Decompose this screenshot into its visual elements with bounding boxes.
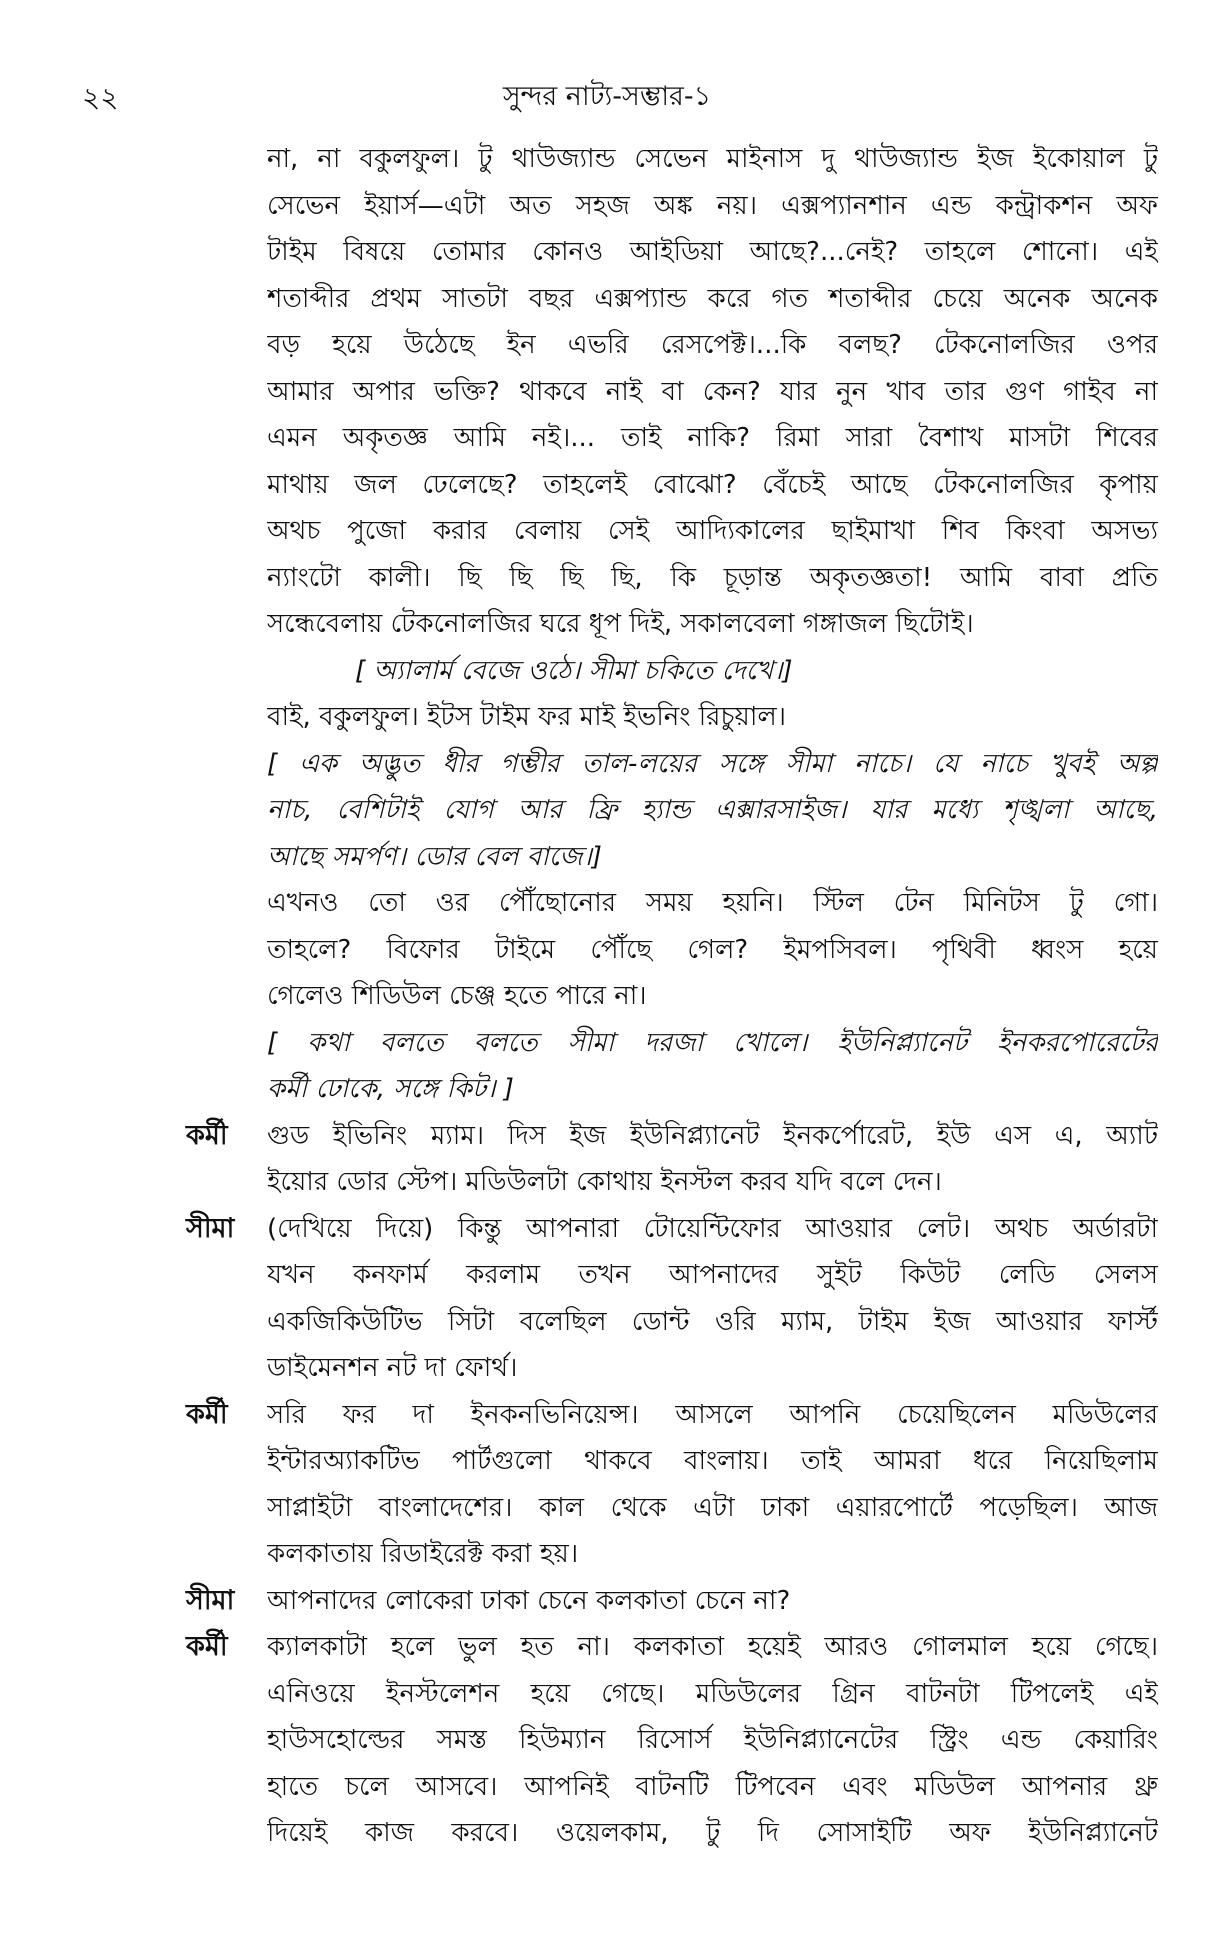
text-line (0, 787, 1214, 834)
text-line (0, 1159, 1214, 1206)
dialogue-text: সরি ফর দা ইনকনভিনিয়েন্স। আসলে আপনি চেয়েছিলেন মডিউলের (267, 1399, 1158, 1430)
stage-direction: [ অ্যালার্ম বেজে ওঠে। সীমা চকিতে দেখে।] (355, 655, 793, 686)
text-line (0, 322, 1214, 369)
running-head: সুন্দর নাট্য-সম্ভার-১ (502, 81, 712, 112)
text-line (0, 136, 1214, 183)
text-line (0, 1299, 1214, 1346)
dialogue-text: আমার অপার ভক্তি? থাকবে নাই বা কেন? যার নুন খাব তার গুণ গাইব না (267, 376, 1158, 407)
text-line (0, 1113, 1214, 1160)
dialogue-text: সন্ধেবেলায় টেকনোলজির ঘরে ধূপ দিই, সকালবেলা গঙ্গাজল ছিটোই। (267, 609, 974, 639)
dialogue-text: আপনাদের লোকেরা ঢাকা চেনে কলকাতা চেনে না? (267, 1585, 791, 1616)
stage-direction: কর্মী ঢোকে, সঙ্গে কিট। ] (267, 1074, 514, 1104)
text-line (0, 1717, 1214, 1764)
dialogue-text: ন্যাংটো কালী। ছি ছি ছি ছি, কি চূড়ান্ত অকৃতজ্ঞতা! আমি বাবা প্রতি (267, 562, 1158, 593)
text-line (0, 648, 1214, 695)
text-line (0, 973, 1214, 1020)
speaker-label: কর্মী (186, 1119, 228, 1151)
text-line (0, 1764, 1214, 1811)
text-line (0, 508, 1214, 555)
speaker-label: সীমা (186, 1584, 235, 1616)
text-line (0, 276, 1214, 323)
dialogue-text: অথচ পুজো করার বেলায় সেই আদ্যিকালের ছাইমাখা শিব কিংবা অসভ্য (267, 516, 1158, 546)
text-line (0, 415, 1214, 462)
dialogue-text: হাতে চলে আসবে। আপনিই বাটনটি টিপবেন এবং মডিউল আপনার থ্রু (267, 1771, 1158, 1802)
dialogue-text: যখন কনফার্ম করলাম তখন আপনাদের সুইট কিউট লেডি সেলস (267, 1260, 1158, 1290)
text-line (0, 834, 1214, 881)
dialogue-text: ডাইমেনশন নট দা ফোর্থ। (267, 1353, 518, 1383)
dialogue-text: হাউসহোল্ডের সমস্ত হিউম্যান রিসোর্স ইউনিপ্ল্যানেটের স্ট্রিং এন্ড কেয়ারিং (267, 1725, 1158, 1755)
dialogue-text: এনিওয়ে ইনস্টলেশন হয়ে গেছে। মডিউলের গ্রিন বাটনটা টিপলেই এই (267, 1678, 1158, 1709)
stage-direction: আছে সমর্পণ। ডোর বেল বাজে।] (267, 841, 602, 872)
text-line (0, 369, 1214, 416)
text-line (0, 1810, 1214, 1857)
dialogue-text: (দেখিয়ে দিয়ে) কিন্তু আপনারা টোয়েন্টিফোর আওয়ার লেট। অথচ অর্ডারটা (267, 1213, 1158, 1244)
text-line (0, 694, 1214, 741)
dialogue-text: এমন অকৃতজ্ঞ আমি নই।... তাই নাকি? রিমা সারা বৈশাখ মাসটা শিবের (267, 423, 1158, 453)
text-line (0, 462, 1214, 509)
play-text (0, 136, 1214, 1857)
dialogue-text: গুড ইভিনিং ম্যাম। দিস ইজ ইউনিপ্ল্যানেট ইনকর্পোরেট, ইউ এস এ, অ্যাট (267, 1120, 1158, 1151)
dialogue-text: মাথায় জল ঢেলেছে? তাহলেই বোঝো? বেঁচেই আছে টেকনোলজির কৃপায় (267, 469, 1158, 500)
dialogue-text: বাই, বকুলফুল। ইটস টাইম ফর মাই ইভনিং রিচুয়াল। (267, 702, 787, 732)
text-line (0, 1252, 1214, 1299)
text-line (0, 1578, 1214, 1625)
text-line (0, 555, 1214, 602)
dialogue-text: কলকাতায় রিডাইরেক্ট করা হয়। (267, 1539, 579, 1569)
text-line (0, 1671, 1214, 1718)
dialogue-text: না, না বকুলফুল। টু থাউজ্যান্ড সেভেন মাইনাস দু থাউজ্যান্ড ইজ ইকোয়াল টু (267, 144, 1158, 174)
dialogue-text: টাইম বিষয়ে তোমার কোনও আইডিয়া আছে?...নেই? তাহলে শোনো। এই (267, 237, 1158, 267)
text-line (0, 601, 1214, 648)
stage-direction: [ কথা বলতে বলতে সীমা দরজা খোলে। ইউনিপ্ল্যানেট ইনকরপোরেটের (267, 1027, 1158, 1058)
dialogue-text: গেলেও শিডিউল চেঞ্জ হতে পারে না। (267, 981, 647, 1011)
dialogue-text: দিয়েই কাজ করবে। ওয়েলকাম, টু দি সোসাইটি অফ ইউনিপ্ল্যানেট (267, 1818, 1158, 1848)
text-line (0, 880, 1214, 927)
text-line (0, 1066, 1214, 1113)
dialogue-text: বড় হয়ে উঠেছে ইন এভরি রেসপেক্ট।...কি বলছ? টেকনোলজির ওপর (267, 330, 1158, 360)
text-line (0, 1206, 1214, 1253)
text-line (0, 1392, 1214, 1439)
text-line (0, 1624, 1214, 1671)
speaker-label: সীমা (186, 1212, 235, 1244)
stage-direction: [ এক অদ্ভুত ধীর গম্ভীর তাল-লয়ের সঙ্গে সীমা নাচে। যে নাচে খুবই অল্প (267, 748, 1158, 779)
stage-direction: নাচ, বেশিটাই যোগ আর ফ্রি হ্যান্ড এক্সারসাইজ। যার মধ্যে শৃঙ্খলা আছে, (267, 795, 1158, 825)
text-line (0, 1485, 1214, 1532)
text-line (0, 183, 1214, 230)
speaker-label: কর্মী (186, 1631, 228, 1662)
dialogue-text: ক্যালকাটা হলে ভুল হত না। কলকাতা হয়েই আরও গোলমাল হয়ে গেছে। (267, 1632, 1158, 1662)
speaker-label: কর্মী (186, 1398, 228, 1430)
text-line (0, 927, 1214, 974)
dialogue-text: ইন্টারঅ্যাকটিভ পার্টগুলো থাকবে বাংলায়। তাই আমরা ধরে নিয়েছিলাম (267, 1446, 1158, 1476)
text-line (0, 1020, 1214, 1067)
dialogue-text: ইয়োর ডোর স্টেপ। মডিউলটা কোথায় ইনস্টল করব যদি বলে দেন। (267, 1167, 942, 1197)
dialogue-text: শতাব্দীর প্রথম সাতটা বছর এক্সপ্যান্ড করে গত শতাব্দীর চেয়ে অনেক অনেক (267, 283, 1158, 314)
text-line (0, 1438, 1214, 1485)
dialogue-text: একজিকিউটিভ সিটা বলেছিল ডোন্ট ওরি ম্যাম, টাইম ইজ আওয়ার ফার্স্ট (267, 1306, 1158, 1337)
dialogue-text: সাপ্লাইটা বাংলাদেশের। কাল থেকে এটা ঢাকা এয়ারপোর্টে পড়েছিল। আজ (267, 1492, 1158, 1523)
dialogue-text: সেভেন ইয়ার্স—এটা অত সহজ অঙ্ক নয়। এক্সপ্যানশান এন্ড কন্ট্রাকশন অফ (267, 190, 1158, 221)
page-number: ২২ (82, 81, 119, 114)
text-line (0, 229, 1214, 276)
dialogue-text: তাহলে? বিফোর টাইমে পৌঁছে গেল? ইমপসিবল। পৃথিবী ধ্বংস হয়ে (267, 934, 1158, 965)
dialogue-text: এখনও তো ওর পৌঁছোনোর সময় হয়নি। স্টিল টেন মিনিটস টু গো। (267, 888, 1158, 918)
text-line (0, 1345, 1214, 1392)
text-line (0, 741, 1214, 788)
text-line (0, 1531, 1214, 1578)
